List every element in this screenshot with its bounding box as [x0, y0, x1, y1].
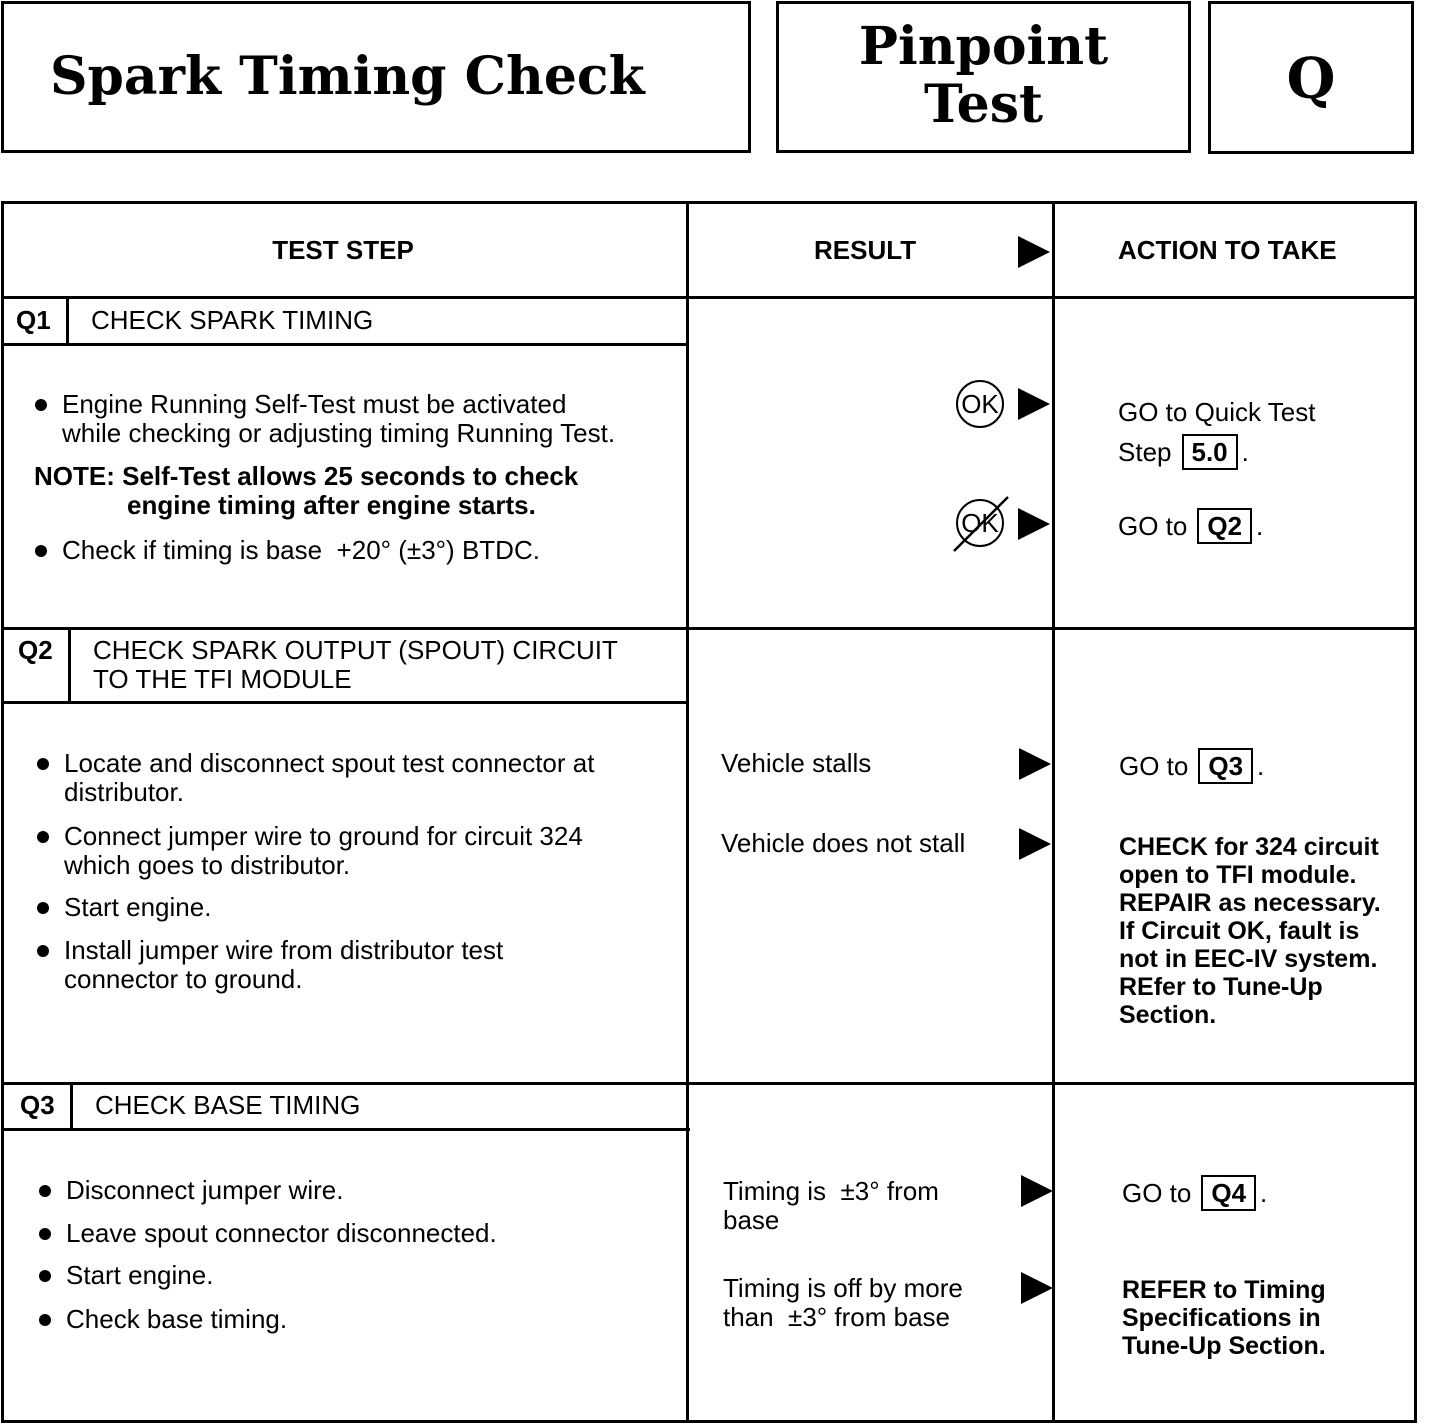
test-letter: Q: [1286, 46, 1336, 112]
action-ok: GO to Quick Test Step 5.0 .: [1118, 392, 1315, 472]
divider-col1: [686, 201, 689, 1423]
pinpoint-box: [776, 1, 1191, 153]
column-header-result: RESULT: [814, 235, 917, 265]
list-item: Install jumper wire from distributor test connector to ground.: [64, 935, 504, 994]
step-divider: [1, 627, 1417, 630]
result-arrow-icon: [1021, 1272, 1053, 1304]
pinpoint-label: [779, 18, 1188, 134]
step-reference: Q4: [1201, 1175, 1256, 1211]
step-reference: 5.0: [1182, 434, 1238, 470]
list-item: Leave spout connector disconnected.: [66, 1218, 497, 1248]
list-item: Disconnect jumper wire.: [66, 1175, 344, 1205]
result-text: Timing is off by more than ±3° from base: [723, 1273, 963, 1332]
not-ok-circle-icon: OK: [956, 499, 1004, 547]
result-arrow-icon: [1021, 1175, 1053, 1207]
list-item: Start engine.: [64, 892, 212, 922]
action-go: GO to Q4 .: [1122, 1175, 1267, 1211]
step-title: CHECK SPARK TIMING: [91, 305, 374, 335]
list-item: Locate and disconnect spout test connector at distributor.: [64, 748, 595, 807]
pinpoint-line2: Test: [923, 74, 1044, 135]
code-divider: [66, 298, 69, 344]
step-title: CHECK BASE TIMING: [95, 1090, 361, 1120]
action-refer: REFER to Timing Specifications in Tune-Up Section.: [1122, 1276, 1326, 1360]
step-title-rule: [1, 343, 687, 346]
divider-col2: [1052, 201, 1055, 1423]
step-reference: Q3: [1198, 748, 1253, 784]
result-text: Timing is ±3° from base: [723, 1176, 939, 1235]
list-item: Connect jumper wire to ground for circuit 324 which goes to distributor.: [64, 821, 583, 880]
result-arrow-icon: [1018, 508, 1050, 540]
step-divider: [1, 1082, 1417, 1085]
result-arrow-icon: [1019, 828, 1051, 860]
column-header-test-step: TEST STEP: [272, 235, 414, 265]
code-divider: [70, 1083, 73, 1129]
step-code: Q1: [16, 305, 51, 335]
action-go: GO to Q3 .: [1119, 748, 1264, 784]
list-item: Engine Running Self-Test must be activated while checking or adjusting timing Running Test.: [62, 389, 616, 448]
action-check: CHECK for 324 circuit open to TFI module. REPAIR as necessary. If Circuit OK, fault is not in EEC-IV system. REfer to Tune-Up Section.: [1119, 833, 1381, 1029]
page-title: Spark Timing Check: [50, 46, 645, 107]
letter-box: [1208, 1, 1414, 154]
list-item: Check base timing.: [66, 1304, 288, 1334]
list-item: Check if timing is base +20° (±3°) BTDC.: [62, 535, 540, 565]
result-arrow-icon: [1018, 388, 1050, 420]
step-title-rule: [1, 701, 687, 704]
result-text: Vehicle does not stall: [721, 828, 966, 858]
strike-through-icon: [952, 495, 1010, 553]
step-code: Q2: [18, 635, 53, 665]
code-divider: [68, 628, 71, 702]
column-header-action: ACTION TO TAKE: [1118, 235, 1337, 265]
ok-circle-icon: OK: [956, 380, 1004, 428]
title-box: [1, 1, 751, 153]
result-text: Vehicle stalls: [721, 748, 872, 778]
step-code: Q3: [20, 1090, 55, 1120]
action-not-ok: GO to Q2 .: [1118, 508, 1263, 544]
step-title: CHECK SPARK OUTPUT (SPOUT) CIRCUIT TO THE TFI MODULE: [93, 635, 618, 694]
header-rule: [1, 296, 1417, 299]
result-arrow-icon: [1018, 236, 1050, 268]
note-text: NOTE: Self-Test allows 25 seconds to check engine timing after engine starts.: [34, 461, 579, 520]
pinpoint-line1: Pinpoint: [858, 16, 1109, 77]
list-item: Start engine.: [66, 1260, 214, 1290]
step-reference: Q2: [1197, 508, 1252, 544]
step-title-rule: [1, 1128, 690, 1131]
result-arrow-icon: [1019, 748, 1051, 780]
